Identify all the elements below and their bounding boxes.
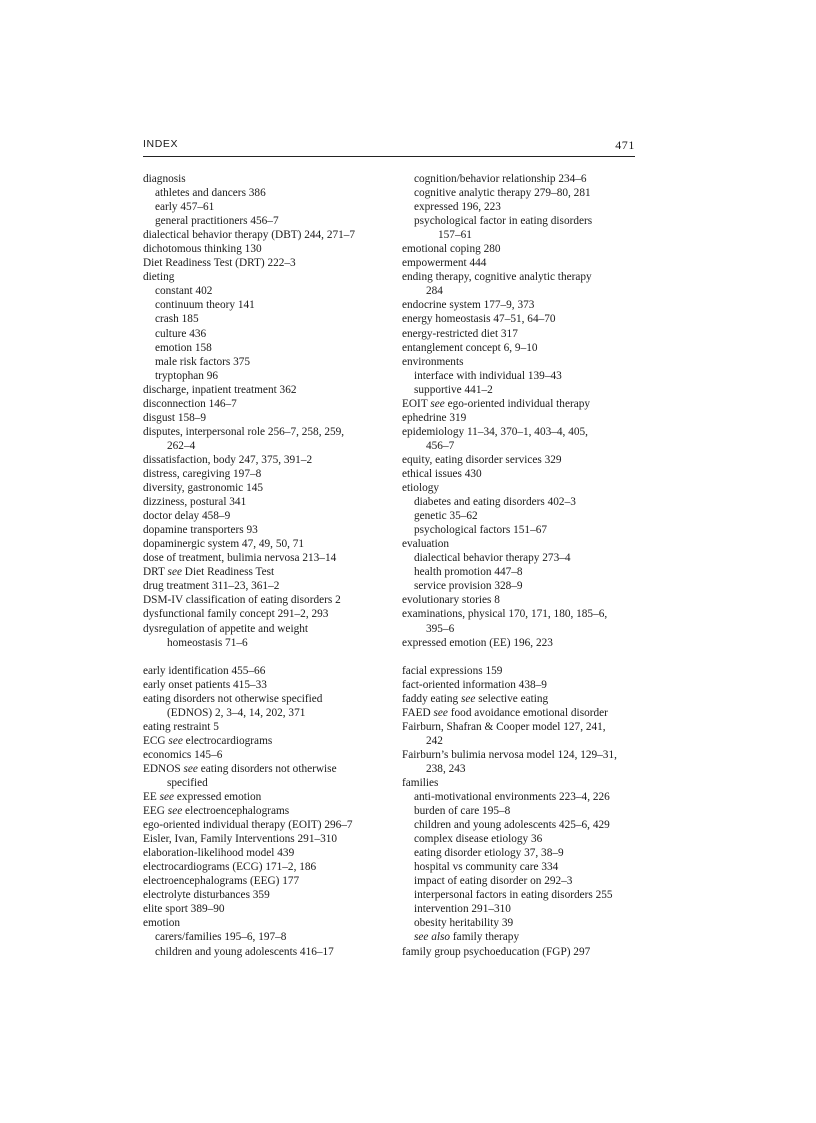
entry-text: homeostasis 71–6 [167, 636, 248, 649]
index-entry [143, 537, 388, 551]
entry-text: ego-oriented individual therapy (EOIT) 296–7 [143, 819, 353, 832]
index-subentry [402, 523, 640, 537]
entry-text: dopamine transporters 93 [143, 524, 258, 537]
entry-text: culture 436 [155, 327, 207, 340]
index-entry [402, 298, 640, 312]
index-subentry [143, 369, 388, 383]
page-number: 471 [615, 138, 635, 152]
entry-text: endocrine system 177–9, 373 [402, 299, 535, 312]
index-entry [402, 748, 640, 762]
index-entry [402, 537, 640, 551]
index-entry [143, 425, 388, 439]
entry-text: dizziness, postural 341 [143, 496, 247, 509]
entry-text: EE [143, 791, 160, 804]
index-subentry [402, 551, 640, 565]
entry-text: ending therapy, cognitive analytic therapy [402, 271, 592, 284]
entry-text: energy homeostasis 47–51, 64–70 [402, 313, 556, 326]
entry-text: EEG [143, 805, 168, 818]
index-entry [402, 607, 640, 621]
entry-text: male risk factors 375 [155, 355, 251, 368]
entry-text: economics 145–6 [143, 748, 223, 761]
entry-text: 157–61 [438, 229, 472, 242]
index-entry [402, 242, 640, 256]
index-subentry [143, 284, 388, 298]
entry-text: (EDNOS) 2, 3–4, 14, 202, 371 [167, 706, 306, 719]
entry-text: cognitive analytic therapy 279–80, 281 [414, 187, 591, 200]
entry-text: emotional coping 280 [402, 243, 501, 256]
index-entry-continuation [402, 734, 640, 748]
index-entry [143, 902, 388, 916]
see-reference-target: expressed emotion [174, 791, 262, 804]
see-reference-target: eating disorders not otherwise [197, 762, 337, 775]
index-entry [143, 720, 388, 734]
entry-text: dichotomous thinking 130 [143, 243, 262, 256]
index-entry [143, 762, 388, 776]
index-subentry [143, 355, 388, 369]
entry-text: dissatisfaction, body 247, 375, 391–2 [143, 453, 313, 466]
entry-text: disgust 158–9 [143, 411, 207, 424]
entry-text: Fairburn’s bulimia nervosa model 124, 129–31, [402, 748, 617, 761]
index-entry [143, 411, 388, 425]
entry-text: disconnection 146–7 [143, 397, 237, 410]
index-subentry [402, 186, 640, 200]
entry-text: tryptophan 96 [155, 369, 219, 382]
entry-text: cognition/behavior relationship 234–6 [414, 173, 587, 185]
index-entry [143, 397, 388, 411]
index-entry [143, 593, 388, 607]
index-entry [143, 622, 388, 636]
see-reference-target: ego-oriented individual therapy [444, 397, 591, 410]
entry-text: faddy eating [402, 692, 461, 705]
entry-text: families [402, 776, 439, 789]
index-entry [402, 593, 640, 607]
index-entry [143, 383, 388, 397]
index-entry [143, 481, 388, 495]
entry-text: complex disease etiology 36 [414, 833, 543, 846]
entry-text: 242 [426, 734, 443, 747]
index-subentry [402, 804, 640, 818]
entry-text: genetic 35–62 [414, 510, 478, 523]
entry-text: expressed emotion (EE) 196, 223 [402, 636, 553, 649]
see-reference-target: family therapy [450, 931, 520, 944]
index-subentry [143, 186, 388, 200]
entry-text: continuum theory 141 [155, 299, 255, 312]
index-entry [143, 172, 388, 186]
see-reference-target: food avoidance emotional disorder [447, 706, 608, 719]
index-entry [402, 397, 640, 411]
index-entry [402, 945, 640, 959]
index-subentry [143, 298, 388, 312]
index-entry-continuation [143, 776, 388, 790]
index-entry [143, 509, 388, 523]
entry-text: early onset patients 415–33 [143, 678, 267, 691]
index-subentry [402, 383, 640, 397]
index-entry [402, 636, 640, 650]
entry-text: dose of treatment, bulimia nervosa 213–14 [143, 552, 337, 565]
index-entry [402, 312, 640, 326]
index-entry [143, 804, 388, 818]
index-entry [402, 327, 640, 341]
entry-text: 238, 243 [426, 762, 466, 775]
entry-text: Eisler, Ivan, Family Interventions 291–310 [143, 833, 338, 846]
see-reference-target: electroencephalograms [182, 805, 290, 818]
entry-text: epidemiology 11–34, 370–1, 403–4, 405, [402, 425, 588, 438]
entry-text: equity, eating disorder services 329 [402, 453, 562, 466]
letter-section-gap [402, 650, 640, 664]
entry-text: emotion [143, 917, 181, 930]
index-subentry [402, 509, 640, 523]
index-entry [402, 453, 640, 467]
entry-text: FAED [402, 706, 434, 719]
index-entry [402, 411, 640, 425]
index-subentry [402, 860, 640, 874]
see-reference-label: see [460, 692, 476, 705]
entry-text: specified [167, 776, 208, 789]
entry-text: distress, caregiving 197–8 [143, 467, 262, 480]
letter-section-gap [143, 650, 388, 664]
entry-text: emotion 158 [155, 341, 212, 354]
index-entry [143, 692, 388, 706]
index-entry [402, 664, 640, 678]
entry-text: EDNOS [143, 762, 184, 775]
index-entry [143, 565, 388, 579]
index-entry [402, 425, 640, 439]
see-reference-label: see [430, 397, 445, 410]
entry-text: diagnosis [143, 173, 186, 185]
index-entry-continuation [143, 706, 388, 720]
index-entry [143, 874, 388, 888]
index-entry [402, 678, 640, 692]
index-subentry [402, 579, 640, 593]
entry-text: dialectical behavior therapy 273–4 [414, 552, 571, 565]
entry-text: carers/families 195–6, 197–8 [155, 931, 287, 944]
see-reference-target: Diet Readiness Test [181, 566, 275, 579]
entry-text: burden of care 195–8 [414, 805, 511, 818]
index-entry [143, 453, 388, 467]
index-entry [143, 664, 388, 678]
index-subentry [143, 341, 388, 355]
see-reference-target: electrocardiograms [182, 734, 273, 747]
entry-text: general practitioners 456–7 [155, 215, 279, 228]
entry-text: drug treatment 311–23, 361–2 [143, 580, 280, 593]
entry-text: fact-oriented information 438–9 [402, 678, 547, 691]
index-entry [143, 748, 388, 762]
entry-text: entanglement concept 6, 9–10 [402, 341, 538, 354]
see-reference-label: see [168, 734, 183, 747]
entry-text: empowerment 444 [402, 257, 487, 270]
index-entry-continuation [402, 439, 640, 453]
entry-text: ECG [143, 734, 169, 747]
index-entry [402, 355, 640, 369]
entry-text: electrocardiograms (ECG) 171–2, 186 [143, 861, 317, 874]
entry-text: children and young adolescents 416–17 [155, 945, 334, 958]
index-column-left [143, 172, 388, 959]
index-subentry [402, 565, 640, 579]
index-entry [143, 916, 388, 930]
index-subentry [402, 790, 640, 804]
entry-text: dysfunctional family concept 291–2, 293 [143, 608, 329, 621]
index-subentry [402, 846, 640, 860]
index-entry [143, 678, 388, 692]
entry-text: health promotion 447–8 [414, 566, 523, 579]
index-entry [143, 832, 388, 846]
index-column-right [402, 172, 640, 959]
index-subentry [402, 818, 640, 832]
entry-text: obesity heritability 39 [414, 917, 514, 930]
index-entry-continuation [402, 228, 640, 242]
index-subentry [402, 916, 640, 930]
entry-text: doctor delay 458–9 [143, 510, 231, 523]
index-subentry [402, 495, 640, 509]
entry-text: energy-restricted diet 317 [402, 327, 518, 340]
entry-text: electroencephalograms (EEG) 177 [143, 875, 300, 888]
entry-text: impact of eating disorder on 292–3 [414, 875, 573, 888]
index-entry [143, 734, 388, 748]
entry-text: examinations, physical 170, 171, 180, 185–6, [402, 608, 608, 621]
index-entry [402, 341, 640, 355]
index-entry [402, 706, 640, 720]
entry-text: dopaminergic system 47, 49, 50, 71 [143, 538, 305, 551]
entry-text: ephedrine 319 [402, 411, 467, 424]
see-reference-label: see [433, 706, 448, 719]
entry-text: eating disorders not otherwise specified [143, 692, 323, 705]
entry-text: diabetes and eating disorders 402–3 [414, 496, 576, 509]
entry-text: DSM-IV classification of eating disorders 2 [143, 594, 341, 607]
index-entry [402, 776, 640, 790]
entry-text: dialectical behavior therapy (DBT) 244, 271–7 [143, 229, 356, 242]
entry-text: evaluation [402, 538, 450, 551]
index-entry-continuation [402, 284, 640, 298]
index-entry [143, 270, 388, 284]
index-entry [143, 818, 388, 832]
entry-text: anti-motivational environments 223–4, 226 [414, 791, 610, 804]
entry-text: expressed 196, 223 [414, 201, 501, 214]
index-entry [143, 888, 388, 902]
index-entry-continuation [402, 762, 640, 776]
index-subentry [143, 200, 388, 214]
index-subentry [402, 214, 640, 228]
entry-text: psychological factor in eating disorders [414, 215, 593, 228]
index-entry [143, 228, 388, 242]
see-reference-label: see [167, 566, 182, 579]
entry-text: facial expressions 159 [402, 664, 503, 677]
index-subentry [402, 902, 640, 916]
entry-text: eating restraint 5 [143, 720, 219, 733]
entry-text: crash 185 [155, 313, 199, 326]
entry-text: discharge, inpatient treatment 362 [143, 383, 297, 396]
see-reference-label: see [159, 791, 175, 804]
see-reference-target: selective eating [475, 692, 549, 705]
entry-text: interpersonal factors in eating disorders 255 [414, 889, 613, 902]
see-reference-label: see [167, 805, 183, 818]
index-entry [402, 692, 640, 706]
entry-text: Fairburn, Shafran & Cooper model 127, 241, [402, 720, 606, 733]
entry-text: hospital vs community care 334 [414, 861, 559, 874]
entry-text: constant 402 [155, 285, 213, 298]
index-subentry [402, 200, 640, 214]
index-entry [143, 579, 388, 593]
entry-text: psychological factors 151–67 [414, 524, 548, 537]
index-entry [143, 790, 388, 804]
entry-text: EOIT [402, 397, 431, 410]
entry-text: environments [402, 355, 464, 368]
index-subentry [143, 945, 388, 959]
entry-text: disputes, interpersonal role 256–7, 258, 259, [143, 425, 345, 438]
entry-text: etiology [402, 482, 440, 495]
see-reference-label: see also [414, 931, 451, 944]
entry-text: Diet Readiness Test (DRT) 222–3 [143, 257, 296, 270]
index-subentry [402, 832, 640, 846]
index-entry [143, 523, 388, 537]
entry-text: diversity, gastronomic 145 [143, 482, 264, 495]
index-entry [402, 467, 640, 481]
index-subentry [402, 369, 640, 383]
index-entry [402, 270, 640, 284]
entry-text: eating disorder etiology 37, 38–9 [414, 847, 564, 860]
index-entry [402, 256, 640, 270]
entry-text: early identification 455–66 [143, 664, 266, 677]
index-entry [143, 846, 388, 860]
entry-text: electrolyte disturbances 359 [143, 889, 270, 902]
entry-text: 456–7 [426, 439, 455, 452]
entry-text: athletes and dancers 386 [155, 187, 266, 200]
entry-text: elite sport 389–90 [143, 903, 225, 916]
entry-text: 262–4 [167, 439, 196, 452]
entry-text: DRT [143, 566, 168, 579]
index-entry-continuation [402, 622, 640, 636]
index-subentry [402, 874, 640, 888]
entry-text: interface with individual 139–43 [414, 369, 562, 382]
entry-text: children and young adolescents 425–6, 429 [414, 819, 610, 832]
entry-text: 284 [426, 285, 443, 298]
index-entry [143, 551, 388, 565]
entry-text: service provision 328–9 [414, 580, 523, 593]
index-subentry [143, 327, 388, 341]
index-entry [143, 607, 388, 621]
index-entry [143, 495, 388, 509]
index-subentry [402, 888, 640, 902]
entry-text: evolutionary stories 8 [402, 594, 500, 607]
entry-text: dieting [143, 271, 175, 284]
index-subentry [402, 172, 640, 186]
entry-text: ethical issues 430 [402, 467, 482, 480]
index-entry-continuation [143, 636, 388, 650]
index-entry [143, 860, 388, 874]
index-entry-continuation [143, 439, 388, 453]
index-entry [143, 467, 388, 481]
running-header [143, 136, 635, 157]
index-subentry [402, 930, 640, 944]
see-reference-label: see [183, 762, 198, 775]
entry-text: early 457–61 [155, 201, 215, 214]
running-title: INDEX [143, 138, 179, 150]
entry-text: supportive 441–2 [414, 383, 493, 396]
index-entry [402, 720, 640, 734]
index-subentry [143, 312, 388, 326]
entry-text: dysregulation of appetite and weight [143, 622, 309, 635]
entry-text: family group psychoeducation (FGP) 297 [402, 945, 591, 958]
index-entry [402, 481, 640, 495]
index-subentry [143, 930, 388, 944]
index-subentry [143, 214, 388, 228]
entry-text: intervention 291–310 [414, 903, 511, 916]
entry-text: elaboration-likelihood model 439 [143, 847, 295, 860]
index-entry [143, 256, 388, 270]
index-entry [143, 242, 388, 256]
entry-text: 395–6 [426, 622, 455, 635]
